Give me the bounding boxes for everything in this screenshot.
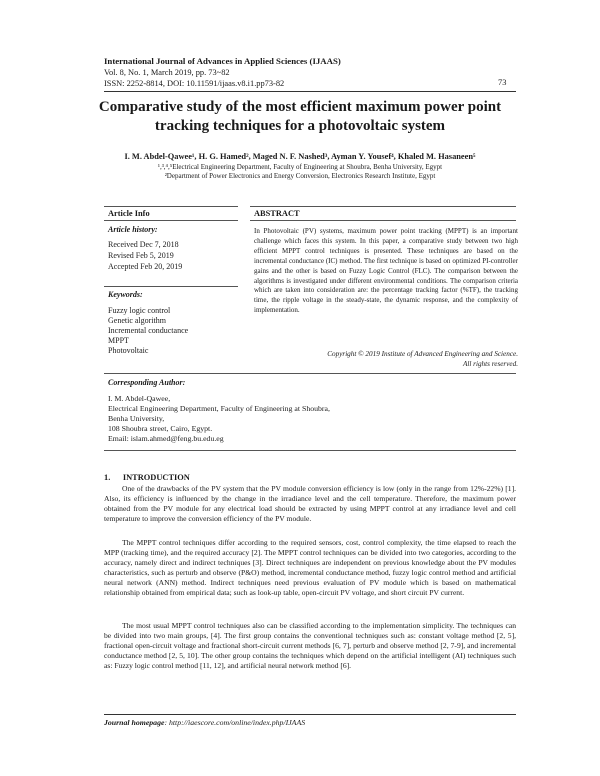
journal-issn-doi: ISSN: 2252-8814, DOI: 10.11591/ijaas.v8.i1.pp73-82 bbox=[104, 79, 285, 88]
homepage-link[interactable]: : http://iaescore.com/online/index.php/IJAAS bbox=[164, 718, 306, 727]
paper-title: Comparative study of the most efficient maximum power point tracking techniques for a photovoltaic system bbox=[98, 99, 502, 134]
article-info-top-rule bbox=[104, 206, 238, 207]
article-info-heading: Article Info bbox=[108, 209, 150, 218]
copyright-notice bbox=[254, 350, 518, 369]
intro-paragraph-2: The MPPT control techniques differ according to the required sensors, cost, control complexity, the time elapsed to reach the MPP (tracking time), and the required accuracy [2]. The MPPT control techniques can be divided into two categories, according to the accuracy, namely direct and indirect techniques [3]. Direct techniques are independent on previous knowledge about the PV modules characteristics, such as perturb and observe (P&O) method, incremental conductance method, fuzzy logic control method and artificial neural network (ANN) method. Indirect techniques need previous evaluation of PV module which is based on mathematical relationship obtained from empirical data; such as look-up table, open-circuit PV voltage, and short circuit PV current. bbox=[104, 538, 516, 598]
journal-homepage-footer bbox=[104, 718, 305, 727]
abstract-heading: ABSTRACT bbox=[254, 209, 300, 218]
author-list: I. M. Abdel-Qawee¹, H. G. Hamed², Maged N. F. Nashed³, Ayman Y. Yousef⁴, Khaled M. Hasaneen⁵ bbox=[124, 152, 476, 161]
abstract-heading-rule bbox=[250, 220, 516, 221]
keyword-item: Photovoltaic bbox=[108, 346, 149, 355]
abstract-top-rule bbox=[250, 206, 516, 207]
corresponding-line: Benha University, bbox=[108, 414, 165, 423]
keywords-rule bbox=[104, 286, 238, 287]
received-date: Received Dec 7, 2018 bbox=[108, 240, 179, 249]
header-rule bbox=[104, 91, 516, 92]
introduction-heading: 1. INTRODUCTION bbox=[104, 473, 190, 482]
abstract-text: In Photovoltaic (PV) systems, maximum power point tracking (MPPT) is an important challenge which faces this system. In this paper, a comparative study between two high efficient MPPT control techniques is presented. These techniques are based on the incremental conductance (IC) method. The first technique is based on optimized PI-controller gains and the other is based on Fuzzy Logic Control (FLC). The comparison between the algorithms is investigated under different environmental conditions. The comparison criteria which are taken into consideration are: the percentage tracking factor (%TF), the tracking time, the ripple voltage in the steady-state, the dynamic response, and the complexity of implementation. bbox=[254, 227, 518, 315]
corresponding-line: Electrical Engineering Department, Faculty of Engineering at Shoubra, bbox=[108, 404, 330, 413]
footer-rule bbox=[104, 714, 516, 715]
keyword-item: Fuzzy logic control bbox=[108, 306, 171, 315]
intro-paragraph-3: The most usual MPPT control techniques also can be classified according to the implementation simplicity. The techniques can be divided into two main groups, [4]. The first group contains the conventional techniques such as: constant voltage method [2, 5], fractional open-circuit voltage and fractional short-circuit current methods [6, 7], perturb and observe method [2, 7-9], and incremental conductance method [2, 5, 10]. The other group contains the techniques which depend on the artificial intelligent (AI) techniques such as: Fuzzy logic control method [11, 12], and artificial neural network method [6]. bbox=[104, 621, 516, 671]
homepage-label: Journal homepage bbox=[104, 718, 165, 727]
corresponding-email: Email: islam.ahmed@feng.bu.edu.eg bbox=[108, 434, 224, 443]
intro-paragraph-1: One of the drawbacks of the PV system that the PV module conversion efficiency is low (only in the range from 12%-22%) [1]. Also, its efficiency is influenced by the change in the irradiance level and the cell temperature. Therefore, the maximum power obtained from the PV module for any electrical load should be extracted by using MPPT control at any irradiance level and cell temperature to improve the conversion efficiency of the PV module. bbox=[104, 484, 516, 524]
copyright-line: Copyright © 2019 Institute of Advanced Engineering and Science. bbox=[327, 350, 518, 358]
keyword-item: Incremental conductance bbox=[108, 326, 189, 335]
corresponding-line: 108 Shoubra street, Cairo, Egypt. bbox=[108, 424, 213, 433]
corresponding-author-label: Corresponding Author: bbox=[108, 378, 186, 387]
page-number: 73 bbox=[498, 78, 507, 87]
affiliation-2: ²Department of Power Electronics and Energy Conversion, Electronics Research Institute, Egypt bbox=[164, 172, 436, 180]
keyword-item: Genetic algorithm bbox=[108, 316, 166, 325]
article-info-heading-rule bbox=[104, 220, 238, 221]
affiliation-1: ¹,³,⁴,⁵Electrical Engineering Department, Faculty of Engineering at Shoubra, Benha University, Egypt bbox=[157, 163, 443, 171]
keywords-label: Keywords: bbox=[108, 290, 143, 299]
journal-name: International Journal of Advances in Applied Sciences (IJAAS) bbox=[104, 56, 341, 66]
corresponding-bottom-rule bbox=[104, 450, 516, 451]
corresponding-top-rule bbox=[104, 373, 516, 374]
corresponding-line: I. M. Abdel-Qawee, bbox=[108, 394, 171, 403]
revised-date: Revised Feb 5, 2019 bbox=[108, 251, 174, 260]
journal-volume: Vol. 8, No. 1, March 2019, pp. 73~82 bbox=[104, 68, 230, 77]
keyword-item: MPPT bbox=[108, 336, 129, 345]
accepted-date: Accepted Feb 20, 2019 bbox=[108, 262, 183, 271]
rights-line: All rights reserved. bbox=[462, 359, 518, 368]
article-history-label: Article history: bbox=[108, 225, 158, 234]
